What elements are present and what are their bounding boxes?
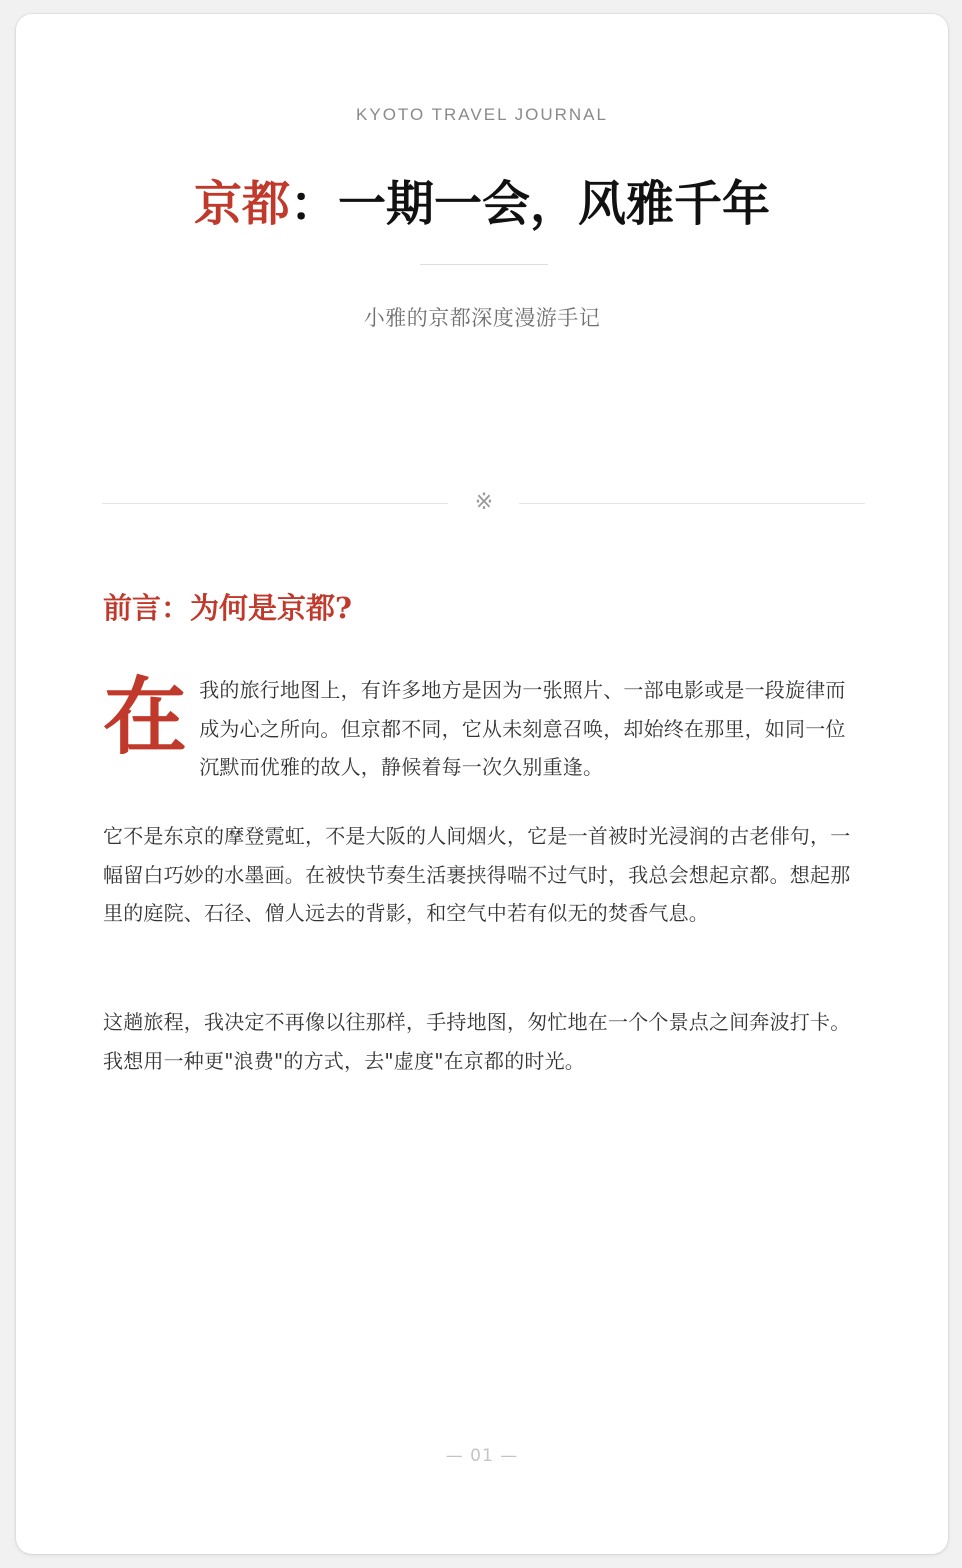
reference-mark-icon: ※ <box>474 490 494 515</box>
title-accent: 京都 <box>193 176 290 232</box>
paragraph-intro <box>103 667 865 787</box>
paragraph-third: 这趟旅程，我决定不再像以往那样，手持地图，匆忙地在一个个景点之间奔波打卡。我想用一种更"浪费"的方式，去"虚度"在京都的时光。 <box>103 1010 851 1073</box>
page-title <box>16 174 948 234</box>
divider-line-right <box>519 503 865 504</box>
journal-eyebrow: KYOTO TRAVEL JOURNAL <box>356 105 608 124</box>
page-subtitle: 小雅的京都深度漫游手记 <box>363 306 601 330</box>
title-underline <box>420 264 548 265</box>
divider-line-left <box>102 503 448 504</box>
paragraph-second: 它不是东京的摩登霓虹，不是大阪的人间烟火，它是一首被时光浸润的古老俳句，一幅留白巧妙的水墨画。在被快节奏生活裹挟得喘不过气时，我总会想起京都。想起那里的庭院、石径、僧人远去的背影，和空气中若有似无的焚香气息。 <box>103 824 851 925</box>
drop-cap: 在 <box>103 667 188 766</box>
section-heading: 前言：为何是京都? <box>103 591 352 625</box>
page-number: — 01 — <box>445 1446 519 1466</box>
paragraph-intro-text: 我的旅行地图上，有许多地方是因为一张照片、一部电影或是一段旋律而成为心之所向。但京都不同，它从未刻意召唤，却始终在那里，如同一位沉默而优雅的故人，静候着每一次久别重逢。 <box>199 678 846 779</box>
title-rest: ：一期一会，风雅千年 <box>290 176 771 232</box>
journal-page <box>16 14 948 1554</box>
